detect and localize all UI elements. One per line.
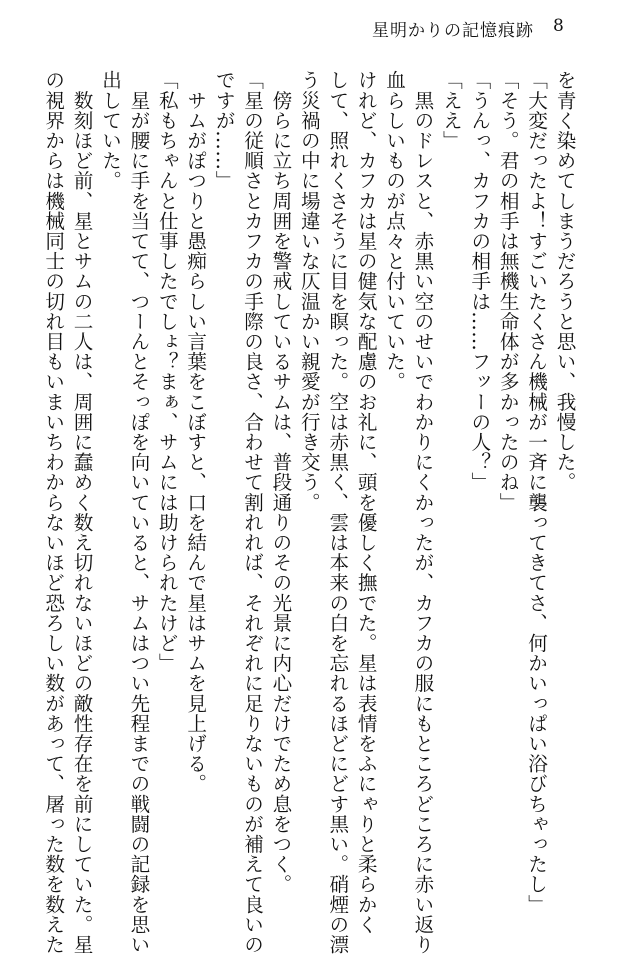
text-line: 血らしいものが点々と付いていた。 [382,70,406,392]
text-line: 星が腰に手を当てて、つーんとそっぽを向いていると、サムはつい先程までの戦闘の記録を思い [126,70,150,954]
text-line: 「私もちゃんと仕事したでしょ？まぁ、サムには助けられたけど」 [155,70,179,673]
text-line: 「星の従順さとカフカの手際の良さ、合わせて割れれば、それぞれに足りないものが補えて良いの [240,70,264,954]
text-line: の視界からは機械同士の切れ目もいまいちわからないほど恐ろしい数があって、屠った数を数えた [41,70,65,954]
text-line: 「大変だったよ！すごいたくさん機械が一斉に襲ってきてさ、何かいっぱい浴びちゃったし」 [524,70,548,915]
vertical-body-text [41,70,578,954]
text-line: ですが……」 [212,70,236,191]
text-line: 「そう。君の相手は無機生命体が多かったのね」 [496,70,520,513]
text-line: う災禍の中に場違いな仄温かい親愛が行き交う。 [297,70,321,513]
text-line: して、照れくさそうに目を瞑った。空は赤黒く、雲は本来の白を忘れるほどにどす黒い。硝煙の漂 [325,70,349,954]
running-header-title: 星明かりの記憶痕跡 [372,21,534,41]
text-line: けれど、カフカは星の健気な配慮のお礼に、頭を優しく撫でた。星は表情をふにゃりと柔らかく [354,70,378,935]
text-line: 傍らに立ち周囲を警戒しているサムは、普段通りのその光景に内心だけでため息をつく。 [268,70,292,895]
text-line: サムがぽつりと愚痴らしい言葉をこぼすと、口を結んで星はサムを見上げる。 [183,70,207,794]
text-line: 数刻ほど前、星とサムの二人は、周囲に蠢めく数え切れないほどの敵性存在を前にしていた。星 [70,70,94,954]
text-line: 黒のドレスと、赤黒い空のせいでわかりにくかったが、カフカの服にもところどころに赤い返り [410,70,434,954]
text-line: 「うんっ、カフカの相手は……フッーの人？」 [467,70,491,493]
page-number: 8 [553,16,564,36]
text-line: 出していた。 [98,70,122,191]
text-line: を青く染めてしまうだろうと思い、我慢した。 [553,70,576,493]
text-line: 「ええ」 [439,70,463,151]
